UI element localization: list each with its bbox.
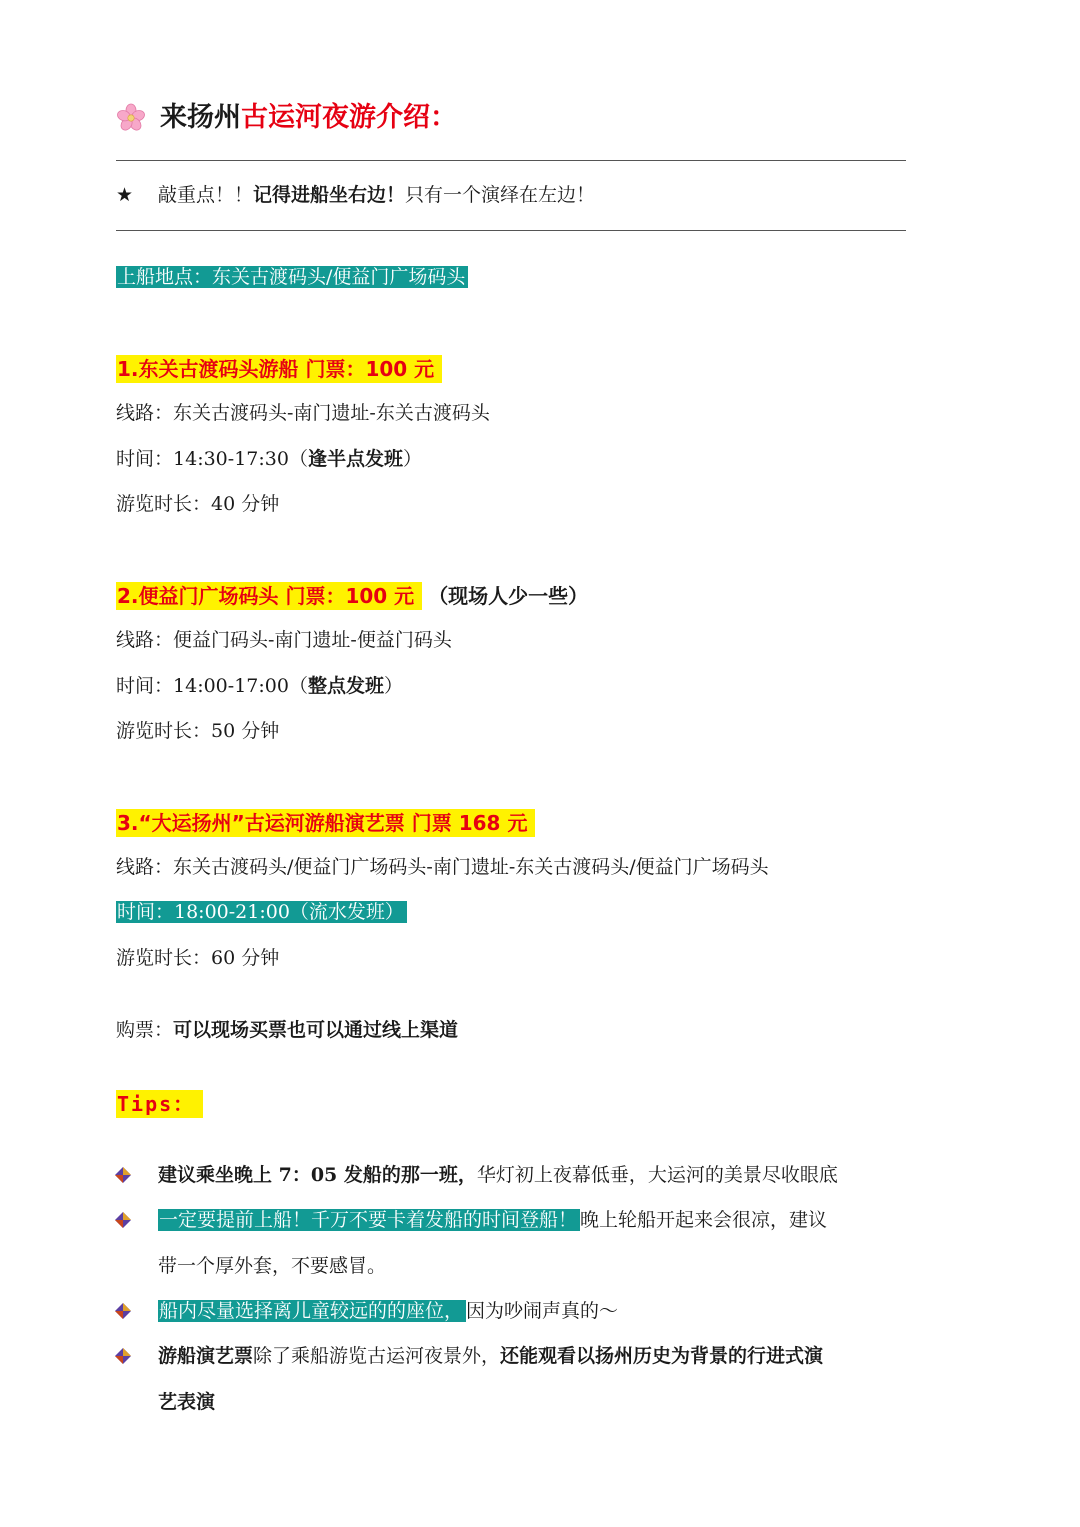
cherry-blossom-icon <box>116 103 146 133</box>
route-2-time-label: 时间： <box>116 675 174 697</box>
star-icon: ★ <box>116 184 134 206</box>
route-3-duration-value: 60 分钟 <box>211 947 280 969</box>
tip-1-bold: 建议乘坐晚上 7：05 发船的那一班， <box>158 1164 477 1186</box>
purchase-value: 可以现场买票也可以通过线上渠道 <box>173 1019 459 1041</box>
boarding-label: 上船地点：东关古渡码头/便益门广场码头 <box>116 266 468 288</box>
route-2-time-bold: 整点发班 <box>307 675 384 697</box>
route-1-duration <box>116 489 279 519</box>
route-2-time-value: 14:00-17:00（ <box>173 675 308 697</box>
route-3-time-value: 时间：18:00-21:00（流水发班） <box>116 901 407 923</box>
route-1-time-value: 14:30-17:30（ <box>173 448 308 470</box>
route-3-duration <box>116 943 279 973</box>
route-1-title: 1.东关古渡码头游船 门票：100 元 <box>116 355 442 383</box>
route-1-time-bold: 逢半点发班 <box>307 448 403 470</box>
notice-bold: 记得进船坐右边！ <box>253 184 406 206</box>
purchase-info <box>116 1015 458 1045</box>
tip-3 <box>158 1296 618 1326</box>
route-3-line-value: 东关古渡码头/便益门广场码头-南门遗址-东关古渡码头/便益门广场码头 <box>173 856 769 878</box>
diamond-bullet-icon <box>114 1211 132 1229</box>
route-2-line-value: 便益门码头-南门遗址-便益门码头 <box>173 629 452 651</box>
tip-2-continued <box>158 1251 386 1281</box>
tip-1-rest: 华灯初上夜幕低垂，大运河的美景尽收眼底 <box>476 1164 838 1186</box>
divider-bottom <box>116 230 906 231</box>
route-3-title: 3.“大运扬州”古运河游船演艺票 门票 168 元 <box>116 809 535 837</box>
route-3-line-label: 线路： <box>116 856 174 878</box>
notice-star <box>116 180 133 210</box>
route-2-duration <box>116 716 279 746</box>
tip-3-highlight: 船内尽量选择离儿童较远的的座位， <box>158 1300 466 1322</box>
route-2-duration-label: 游览时长： <box>116 720 212 742</box>
diamond-bullet-icon <box>114 1166 132 1184</box>
tip-1 <box>158 1160 838 1190</box>
route-2-line <box>116 625 452 655</box>
route-1-line <box>116 398 490 428</box>
tip-4-rest: 除了乘船游览古运河夜景外， <box>253 1345 501 1367</box>
tip-2-rest: 晚上轮船开起来会很凉，建议 <box>580 1209 828 1231</box>
tip-4-continued <box>158 1387 215 1417</box>
route-1-time <box>116 444 422 474</box>
tip-4-bold2: 还能观看以扬州历史为背景的行进式演 <box>500 1345 824 1367</box>
diamond-bullet-icon <box>114 1302 132 1320</box>
route-2-time <box>116 671 403 701</box>
route-1-duration-value: 40 分钟 <box>211 493 280 515</box>
route-2-line-label: 线路： <box>116 629 174 651</box>
tip-2 <box>158 1205 827 1235</box>
tip-4-bold3: 艺表演 <box>158 1391 216 1413</box>
purchase-label: 购票： <box>116 1019 174 1041</box>
tip-2-highlight: 一定要提前上船！千万不要卡着发船的时间登船！ <box>158 1209 580 1231</box>
route-1-time-label: 时间： <box>116 448 174 470</box>
tip-3-rest: 因为吵闹声真的～ <box>466 1300 619 1322</box>
tips-label: Tips： <box>116 1090 203 1118</box>
notice-rest: 只有一个演绎在左边！ <box>405 184 596 206</box>
route-2-time-end: ） <box>383 675 403 697</box>
route-2-note: （现场人少一些） <box>428 584 589 608</box>
title-highlight: 古运河夜游介绍： <box>241 102 457 133</box>
boarding-location <box>116 262 468 292</box>
notice-line <box>158 180 595 210</box>
route-1-line-label: 线路： <box>116 402 174 424</box>
route-3-time <box>116 897 407 927</box>
page-title <box>116 96 457 140</box>
tip-4 <box>158 1341 823 1371</box>
route-3-line <box>116 852 769 882</box>
tips-heading <box>116 1087 203 1121</box>
route-1-duration-label: 游览时长： <box>116 493 212 515</box>
route-2-title: 2.便益门广场码头 门票：100 元 <box>116 582 422 610</box>
diamond-bullet-icon <box>114 1347 132 1365</box>
route-1-heading <box>116 352 442 386</box>
tip-4-bold: 游船演艺票 <box>158 1345 254 1367</box>
divider-top <box>116 160 906 161</box>
route-3-duration-label: 游览时长： <box>116 947 212 969</box>
tip-2-rest2: 带一个厚外套，不要感冒。 <box>158 1255 387 1277</box>
route-3-heading <box>116 806 535 840</box>
notice-plain: 敲重点！！ <box>158 184 254 206</box>
route-2-heading <box>116 579 588 613</box>
route-1-line-value: 东关古渡码头-南门遗址-东关古渡码头 <box>173 402 490 424</box>
route-1-time-end: ） <box>402 448 422 470</box>
route-2-duration-value: 50 分钟 <box>211 720 280 742</box>
title-prefix: 来扬州 <box>160 102 241 133</box>
